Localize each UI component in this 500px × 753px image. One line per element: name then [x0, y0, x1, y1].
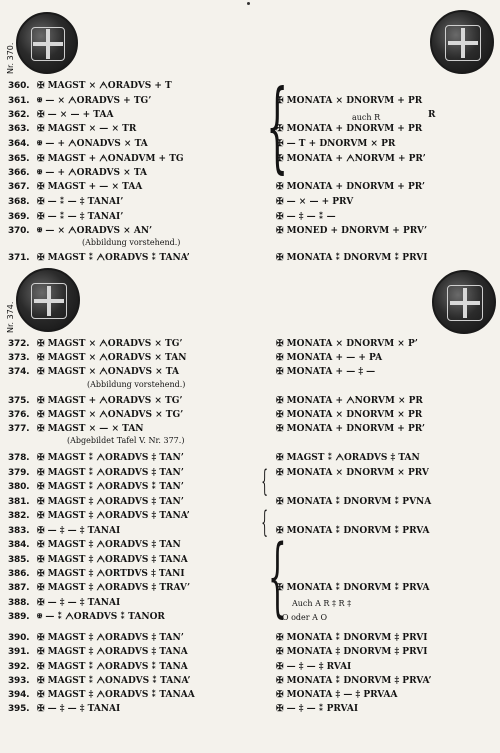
entry-number: 375. — [8, 396, 30, 406]
entry-number: 373. — [8, 353, 30, 363]
entry-row — [0, 581, 500, 596]
reverse-legend: O oder A O — [282, 613, 328, 622]
reverse-legend: ✠ MONATA × DNORVM × P’ — [276, 339, 418, 349]
entry-number: 363. — [8, 124, 30, 134]
reverse-legend: ✠ MONATA × DNORVM × PRV — [276, 468, 429, 478]
reverse-legend: ✠ MONATA ⁑ DNORVM ⁑ PVNA — [276, 497, 432, 507]
obverse-legend: ✠ MAGST × ᗅORADVS × TAN — [37, 353, 187, 363]
entry-number: 377. — [8, 424, 30, 434]
entry-row — [0, 166, 500, 181]
reverse-legend: ✠ MONATA ⁑ DNORVM ⁑ PRVI — [276, 253, 428, 263]
entry-row — [0, 567, 500, 582]
entry-number: 382. — [8, 511, 30, 521]
coin-label-370: Nr. 370. — [6, 42, 15, 74]
entry-number: 385. — [8, 555, 30, 565]
obverse-legend: ✠ MAGST × — × TAN — [37, 424, 144, 434]
obverse-legend: ✠ — × ᗅORADVS + TG’ — [37, 96, 152, 106]
reverse-legend: ✠ MONATA ⁑ DNORVM ⁑ PRVA — [276, 526, 430, 536]
entry-row — [0, 660, 500, 675]
coin-370-obverse-image — [16, 12, 78, 74]
entry-row — [0, 538, 500, 553]
obverse-legend: ✠ MAGST × ᗅORADVS × TG’ — [37, 339, 183, 349]
reverse-legend: ✠ MONATA ⁑ DNORVM ‡ PRVI — [276, 633, 428, 643]
obverse-legend: ✠ MAGST ⁑ ᗅORADVS ‡ TAN’ — [37, 453, 184, 463]
entry-number: 392. — [8, 662, 30, 672]
obverse-legend: ✠ — + ᗅORADVS × TA — [37, 168, 148, 178]
reverse-legend: ✠ MONATA ‡ DNORVM ‡ PRVI — [276, 647, 428, 657]
brace-379-380: { — [261, 464, 268, 499]
coin-label-374: Nr. 374. — [6, 301, 15, 333]
obverse-legend: ✠ — × ᗅORADVS × AN’ — [37, 226, 153, 236]
coin-374-obverse-image — [16, 268, 80, 332]
entry-row — [0, 122, 500, 137]
brace-384-389: { — [267, 527, 287, 627]
entry-row — [0, 408, 500, 423]
reverse-legend: ✠ MONATA + DNORVM + PR — [276, 124, 423, 134]
reverse-legend: ✠ MONATA + ᗅNORVM + PR’ — [276, 154, 426, 164]
entry-row — [0, 251, 500, 266]
obverse-legend: ✠ MAGST ‡ ᗅORADVS ‡ TAN’ — [37, 497, 184, 507]
entry-row — [0, 422, 500, 437]
reverse-legend: ✠ MONATA ⁑ DNORVM ⁑ PRVA — [276, 583, 430, 593]
entry-number: 362. — [8, 110, 30, 120]
obverse-legend: ✠ MAGST ⁑ ᗅORADVS ⁑ TAN’ — [37, 482, 184, 492]
entry-row — [0, 610, 500, 625]
entry-number: 361. — [8, 96, 30, 106]
entry-number: 395. — [8, 704, 30, 714]
entry-row — [0, 495, 500, 510]
entry-number: 386. — [8, 569, 30, 579]
brace-382-383: { — [261, 505, 268, 540]
note-370: (Abbildung vorstehend.) — [82, 238, 181, 247]
obverse-legend: ✠ — ‡ — ‡ TANAI — [37, 704, 121, 714]
reverse-legend: ✠ MONATA + DNORVM + PR’ — [276, 182, 426, 192]
entry-number: 372. — [8, 339, 30, 349]
entry-number: 378. — [8, 453, 30, 463]
obverse-legend: ✠ MAGST ⁑ ᗅORADVS ⁑ TANA’ — [37, 253, 190, 263]
entry-row — [0, 337, 500, 352]
entry-row — [0, 108, 500, 123]
entry-number: 383. — [8, 526, 30, 536]
entry-number: 365. — [8, 154, 30, 164]
note-374: (Abbildung vorstehend.) — [87, 380, 186, 389]
entry-number: 381. — [8, 497, 30, 507]
reverse-legend: ✠ MONATA × DNORVM × PR — [276, 410, 423, 420]
coin-370-reverse-image — [430, 10, 494, 74]
obverse-legend: ✠ — ⁑ — ‡ TANAI’ — [37, 212, 124, 222]
entry-number: 387. — [8, 583, 30, 593]
entry-number: 360. — [8, 81, 30, 91]
reverse-legend: ✠ — T + DNORVM × PR — [276, 139, 396, 149]
obverse-legend: ✠ MAGST ⁑ ᗅORADVS ‡ TAN’ — [37, 468, 184, 478]
reverse-legend: ✠ MONATA × DNORVM + PR — [276, 96, 423, 106]
entry-number: 390. — [8, 633, 30, 643]
entry-row — [0, 451, 500, 466]
entry-row — [0, 94, 500, 109]
entry-row — [0, 180, 500, 195]
entry-number: 366. — [8, 168, 30, 178]
entry-number: 376. — [8, 410, 30, 420]
reverse-legend: ✠ — × — + PRV — [276, 197, 354, 207]
obverse-legend: ✠ MAGST × ᗅONADVS × TA — [37, 367, 179, 377]
reverse-legend: ✠ MONATA + — ‡ — — [276, 367, 376, 377]
entry-row — [0, 553, 500, 568]
entry-number: 367. — [8, 182, 30, 192]
obverse-legend: ✠ — × — + TAA — [37, 110, 114, 120]
obverse-legend: ✠ MAGST ‡ ᗅORADVS ‡ TAN — [37, 540, 181, 550]
reverse-legend: ✠ — ‡ — ⁑ PRVAI — [276, 704, 359, 714]
obverse-legend: ✠ MAGST ⁑ ᗅORADVS ⁑ TANA — [37, 662, 188, 672]
obverse-legend: ✠ MAGST ‡ ᗅORADVS ‡ TANA — [37, 555, 188, 565]
obverse-legend: ✠ MAGST ⁑ ᗅONADVS ⁑ TANA’ — [37, 676, 191, 686]
entry-number: 371. — [8, 253, 30, 263]
entry-number: 389. — [8, 612, 30, 622]
reverse-legend: ✠ MONATA + DNORVM + PR’ — [276, 424, 426, 434]
entry-row — [0, 674, 500, 689]
entry-row — [0, 224, 500, 239]
entry-number: 388. — [8, 598, 30, 608]
entry-row — [0, 466, 500, 481]
entry-row — [0, 210, 500, 225]
obverse-legend: ✠ MAGST ‡ ᗅORADVS ⁑ TANAA — [37, 690, 195, 700]
entry-row — [0, 152, 500, 167]
reverse-legend: ✠ MONATA ⁑ DNORVM ‡ PRVA’ — [276, 676, 432, 686]
obverse-legend: ✠ MAGST ‡ ᗅORADVS ‡ TANA — [37, 647, 188, 657]
obverse-legend: ✠ MAGST ‡ ᗅORTDVS ‡ TANI — [37, 569, 185, 579]
reverse-legend: ✠ MONED + DNORVM + PRV’ — [276, 226, 428, 236]
obverse-legend: ✠ — ‡ — ‡ TANAI — [37, 526, 121, 536]
ink-dot — [247, 2, 250, 5]
entry-number: 391. — [8, 647, 30, 657]
reverse-legend: ✠ MONATA + ᗅNORVM × PR — [276, 396, 423, 406]
entry-row — [0, 509, 500, 524]
reverse-legend: ✠ MONATA ‡ — ‡ PRVAA — [276, 690, 398, 700]
auch-r-variant: auch R — [352, 113, 381, 122]
entry-number: 384. — [8, 540, 30, 550]
obverse-legend: ✠ MAGST + — × TAA — [37, 182, 143, 192]
obverse-legend: ✠ — ⁑ ᗅORADVS ⁑ TANOR — [37, 612, 165, 622]
entry-number: 364. — [8, 139, 30, 149]
entry-row — [0, 351, 500, 366]
reverse-legend: ✠ MONATA + — + PA — [276, 353, 383, 363]
entry-row — [0, 137, 500, 152]
obverse-legend: ✠ MAGST ‡ ᗅORADVS ‡ TAN’ — [37, 633, 184, 643]
entry-number: 374. — [8, 367, 30, 377]
entry-number: 380. — [8, 482, 30, 492]
reverse-legend: ✠ MAGST ⁑ ᗅORADVS ‡ TAN — [276, 453, 420, 463]
reverse-legend: R — [428, 110, 436, 120]
reverse-legend: ✠ — ‡ — ⁑ — — [276, 212, 336, 222]
entry-row — [0, 645, 500, 660]
entry-row — [0, 394, 500, 409]
entry-row — [0, 688, 500, 703]
obverse-legend: ✠ MAGST ‡ ᗅORADVS ‡ TRAV’ — [37, 583, 191, 593]
entry-row — [0, 480, 500, 495]
reverse-legend: Auch A R ‡ R ‡ — [292, 599, 352, 608]
note-377: (Abgebildet Tafel V. Nr. 377.) — [67, 436, 185, 445]
obverse-legend: ✠ MAGST × ᗅONADVS × TG’ — [37, 410, 184, 420]
entry-row — [0, 702, 500, 717]
entry-row — [0, 365, 500, 380]
obverse-legend: ✠ MAGST × ᗅORADVS + T — [37, 81, 172, 91]
obverse-legend: ✠ MAGST ‡ ᗅORADVS ‡ TANA’ — [37, 511, 190, 521]
entry-row — [0, 195, 500, 210]
obverse-legend: ✠ MAGST × — × TR — [37, 124, 137, 134]
obverse-legend: ✠ MAGST + ᗅONADVM + TG — [37, 154, 184, 164]
obverse-legend: ✠ — ⁑ — ‡ TANAI’ — [37, 197, 124, 207]
entry-number: 394. — [8, 690, 30, 700]
entry-number: 393. — [8, 676, 30, 686]
entry-row — [0, 596, 500, 611]
reverse-legend: ✠ — ‡ — ‡ RVAI — [276, 662, 352, 672]
obverse-legend: ✠ MAGST + ᗅORADVS × TG’ — [37, 396, 183, 406]
entry-number: 368. — [8, 197, 30, 207]
entry-number: 379. — [8, 468, 30, 478]
coin-374-reverse-image — [432, 270, 496, 334]
entry-row — [0, 631, 500, 646]
entry-number: 369. — [8, 212, 30, 222]
obverse-legend: ✠ — + ᗅONADVS × TA — [37, 139, 148, 149]
entry-number: 370. — [8, 226, 30, 236]
brace-361-367: { — [266, 70, 289, 184]
entry-row — [0, 524, 500, 539]
entry-row — [0, 79, 500, 94]
obverse-legend: ✠ — ‡ — ‡ TANAI — [37, 598, 121, 608]
